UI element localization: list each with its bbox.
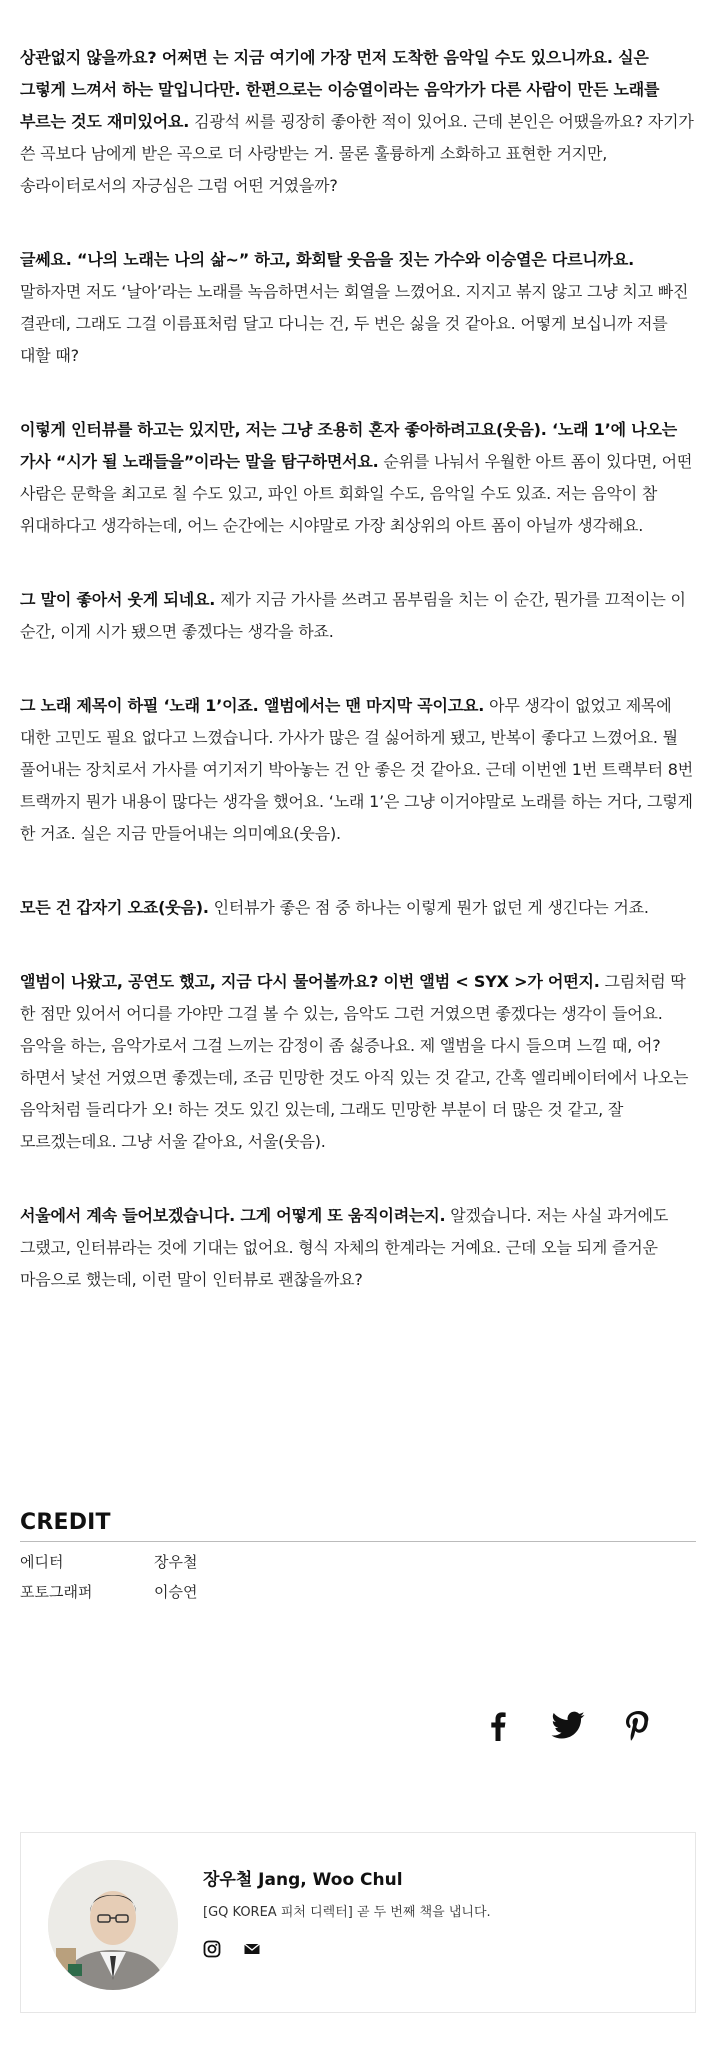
twitter-icon[interactable] xyxy=(550,1708,586,1744)
author-card xyxy=(20,1832,696,2013)
interview-question: 앨범이 나왔고, 공연도 했고, 지금 다시 물어볼까요? 이번 앨범 < SYX >가 어떤지. xyxy=(20,972,600,991)
credit-role: 에디터 xyxy=(20,1553,64,1571)
share-bar xyxy=(480,1708,656,1744)
interview-answer: 알겠습니다. 저는 사실 과거에도 그랬고, 인터뷰라는 것에 기대는 없어요. 형식 자체의 한계라는 거예요. 근데 오늘 되게 즐거운 마음으로 했는데, 이런 말이 인터뷰로 괜찮을까요? xyxy=(20,1206,669,1289)
interview-answer: 인터뷰가 좋은 점 중 하나는 이렇게 뭔가 없던 게 생긴다는 거죠. xyxy=(208,898,649,917)
credit-title: CREDIT xyxy=(20,1510,696,1542)
interview-question: 그 노래 제목이 하필 ‘노래 1’이죠. 앨범에서는 맨 마지막 곡이고요. xyxy=(20,696,485,715)
interview-paragraph xyxy=(20,244,696,372)
interview-paragraph xyxy=(20,966,696,1158)
interview-answer: 말하자면 저도 ‘날아’라는 노래를 녹음하면서는 회열을 느꼈어요. 지지고 볶지 않고 그냥 치고 빠진 결관데, 그래도 그걸 이름표처럼 달고 다니는 건, 두 번은 싫을 것 같아요. 어떻게 보십니까 저를 대할 때? xyxy=(20,282,689,365)
interview-paragraph xyxy=(20,42,696,202)
credit-list xyxy=(20,1548,696,1606)
credit-row xyxy=(20,1578,696,1606)
interview-answer: 그림처럼 딱 한 점만 있어서 어디를 가야만 그걸 볼 수 있는, 음악도 그런 거였으면 좋겠다는 생각이 들어요. 음악을 하는, 음악가로서 그걸 느끼는 감정이 좀 싫증나요. 제 앨범을 다시 들으며 느낄 때, 어? 하면서 낯선 거였으면 좋겠는데, 조금 민망한 것도 아직 있는 것 같고, 간혹 엘리베이터에서 나오는 음악처럼 들리다가 오! 하는 것도 있긴 있는데, 그래도 민망한 부분이 더 많은 것 같고, 잘 모르겠는데요. 그냥 서울 같아요, 서울(웃음). xyxy=(20,972,689,1151)
interview-answer: 김광석 씨를 굉장히 좋아한 적이 있어요. 근데 본인은 어땠을까요? 자기가 쓴 곡보다 남에게 받은 곡으로 더 사랑받는 거. 물론 훌륭하게 소화하고 표현한 거지만, 송라이터로서의 자긍심은 그럼 어떤 거였을까? xyxy=(20,112,694,195)
article-body xyxy=(20,42,696,1338)
facebook-icon[interactable] xyxy=(480,1708,516,1744)
credit-row xyxy=(20,1548,696,1576)
pinterest-icon[interactable] xyxy=(620,1708,656,1744)
interview-answer: 아무 생각이 없었고 제목에 대한 고민도 필요 없다고 느꼈습니다. 가사가 많은 걸 싫어하게 됐고, 반복이 좋다고 느꼈어요. 뭘 풀어내는 장치로서 가사를 여기저기 박아놓는 건 안 좋은 것 같아요. 근데 이번엔 1번 트랙부터 8번 트랙까지 뭔가 내용이 많다는 생각을 했어요. ‘노래 1’은 그냥 이거야말로 노래를 하는 거다, 그렇게 한 거죠. 실은 지금 만들어내는 의미예요(웃음). xyxy=(20,696,693,843)
author-description: [GQ KOREA 피처 디렉터] 곧 두 번째 책을 냅니다. xyxy=(203,1905,491,1920)
interview-question: 상관없지 않을까요? 어쩌면 는 지금 여기에 가장 먼저 도착한 음악일 수도 있으니까요. 실은 그렇게 느껴서 하는 말입니다만. 한편으로는 이승열이라는 음악가가 다른 사람이 만든 노래를 부르는 것도 재미있어요. xyxy=(20,48,660,131)
author-name: 장우철 Jang, Woo Chul xyxy=(203,1870,403,1890)
mail-icon[interactable] xyxy=(243,1940,261,1958)
author-links xyxy=(203,1940,261,1958)
interview-question: 그 말이 좋아서 웃게 되네요. xyxy=(20,590,216,609)
interview-paragraph xyxy=(20,1200,696,1296)
interview-paragraph xyxy=(20,892,696,924)
credit-person: 이승연 xyxy=(154,1583,198,1601)
interview-question: 이렇게 인터뷰를 하고는 있지만, 저는 그냥 조용히 혼자 좋아하려고요(웃음). ‘노래 1’에 나오는 가사 “시가 될 노래들을”이라는 말을 탐구하면서요. xyxy=(20,420,677,471)
interview-paragraph xyxy=(20,414,696,542)
credit-person: 장우철 xyxy=(154,1553,198,1571)
interview-question: 서울에서 계속 들어보겠습니다. 그게 어떻게 또 움직이려는지. xyxy=(20,1206,446,1225)
interview-question: 글쎄요. “나의 노래는 나의 삶~” 하고, 화회탈 웃음을 짓는 가수와 이승열은 다르니까요. xyxy=(20,250,634,269)
interview-answer: 순위를 나눠서 우월한 아트 폼이 있다면, 어떤 사람은 문학을 최고로 칠 수도 있고, 파인 아트 회화일 수도, 음악일 수도 있죠. 저는 음악이 참 위대하다고 생각하는데, 어느 순간에는 시야말로 가장 최상위의 아트 폼이 아닐까 생각해요. xyxy=(20,452,693,535)
credit-section xyxy=(20,1510,696,1606)
interview-question: 모든 건 갑자기 오죠(웃음). xyxy=(20,898,209,917)
avatar xyxy=(48,1860,178,1990)
interview-paragraph xyxy=(20,690,696,850)
instagram-icon[interactable] xyxy=(203,1940,221,1958)
interview-paragraph xyxy=(20,584,696,648)
credit-role: 포토그래퍼 xyxy=(20,1583,93,1601)
interview-answer: 제가 지금 가사를 쓰려고 몸부림을 치는 이 순간, 뭔가를 끄적이는 이 순간, 이게 시가 됐으면 좋겠다는 생각을 하죠. xyxy=(20,590,686,641)
